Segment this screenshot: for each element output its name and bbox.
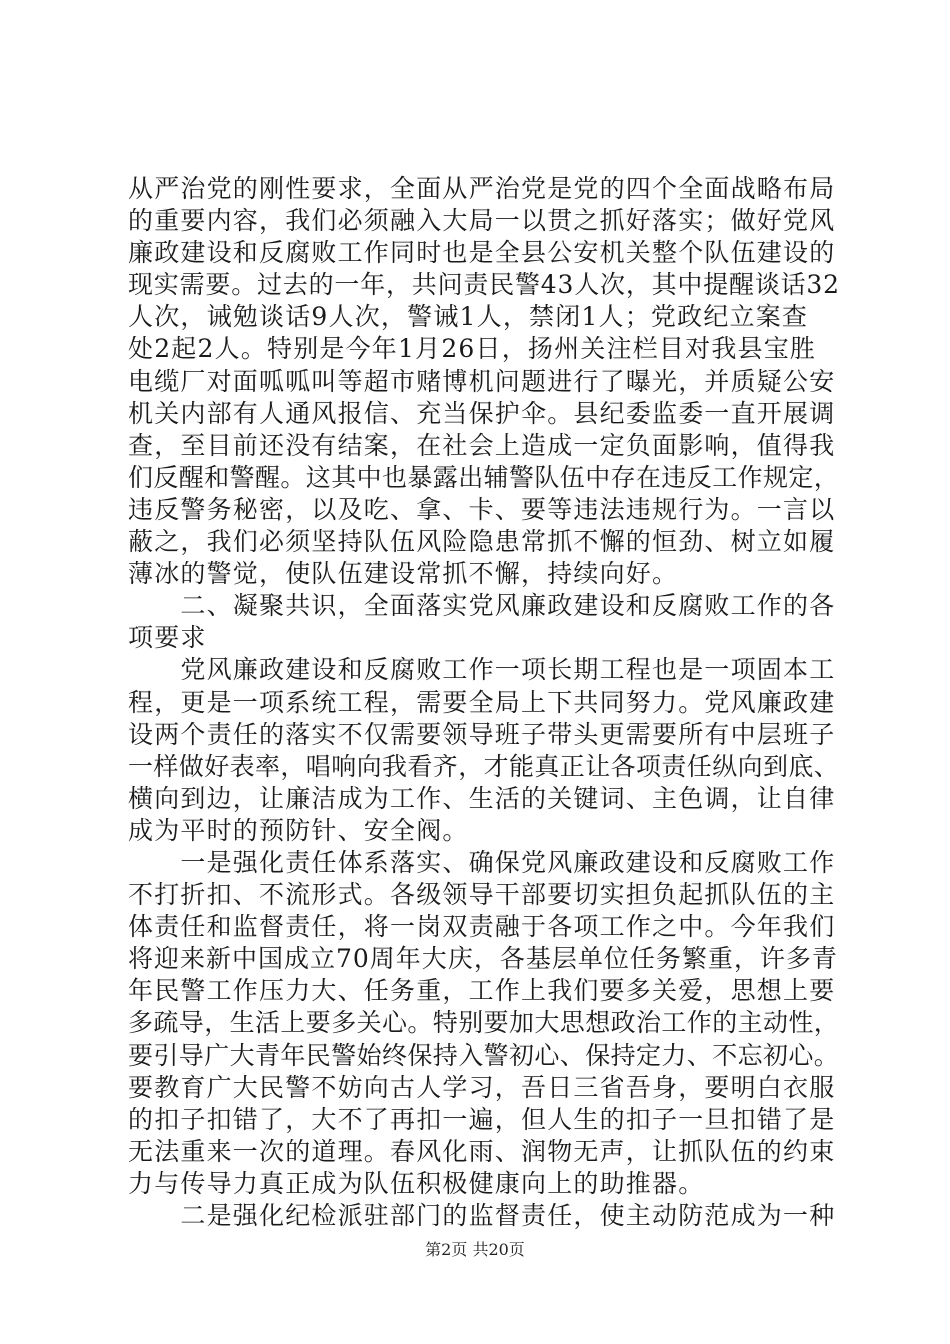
text-line: 年民警工作压力大、任务重，工作上我们要多关爱，思想上要	[128, 976, 836, 1006]
text-line: 力与传导力真正成为队伍积极健康向上的助推器。	[128, 1168, 705, 1198]
text-line: 设两个责任的落实不仅需要领导班子带头更需要所有中层班子	[128, 719, 836, 749]
text-line: 们反醒和警醒。这其中也暴露出辅警队伍中存在违反工作规定，	[128, 462, 840, 492]
text-line: 查，至目前还没有结案，在社会上造成一定负面影响，值得我	[128, 430, 836, 460]
text-line: 机关内部有人通风报信、充当保护伞。县纪委监委一直开展调	[128, 398, 836, 428]
text-line: 成为平时的预防针、安全阀。	[128, 815, 469, 845]
text-line: 党风廉政建设和反腐败工作一项长期工程也是一项固本工	[128, 655, 836, 685]
text-line: 将迎来新中国成立70周年大庆，各基层单位任务繁重，许多青	[128, 944, 838, 974]
text-line: 现实需要。过去的一年，共问责民警43人次，其中提醒谈话32	[128, 270, 840, 300]
text-line: 不打折扣、不流形式。各级领导干部要切实担负起抓队伍的主	[128, 880, 836, 910]
text-line: 体责任和监督责任，将一岗双责融于各项工作之中。今年我们	[128, 912, 836, 942]
text-line: 处2起2人。特别是今年1月26日，扬州关注栏目对我县宝胜	[128, 334, 817, 364]
body-text	[128, 173, 840, 1232]
text-line: 的扣子扣错了，大不了再扣一遍，但人生的扣子一旦扣错了是	[128, 1104, 836, 1134]
text-line: 廉政建设和反腐败工作同时也是全县公安机关整个队伍建设的	[128, 238, 836, 268]
text-line: 要教育广大民警不妨向古人学习，吾日三省吾身，要明白衣服	[128, 1072, 836, 1102]
text-line: 的重要内容，我们必须融入大局一以贯之抓好落实；做好党风	[128, 206, 836, 236]
text-line: 人次，诫勉谈话9人次，警诫1人，禁闭1人；党政纪立案查	[128, 302, 809, 332]
text-line: 程，更是一项系统工程，需要全局上下共同努力。党风廉政建	[128, 687, 836, 717]
text-line: 二、凝聚共识，全面落实党风廉政建设和反腐败工作的各	[128, 591, 836, 621]
text-line: 要引导广大青年民警始终保持入警初心、保持定力、不忘初心。	[128, 1040, 840, 1070]
text-line: 一样做好表率，唱响向我看齐，才能真正让各项责任纵向到底、	[128, 751, 840, 781]
page-footer: 第2页 共20页	[425, 1240, 525, 1259]
text-line: 薄冰的警觉，使队伍建设常抓不懈，持续向好。	[128, 559, 679, 589]
text-line: 二是强化纪检派驻部门的监督责任，使主动防范成为一种	[128, 1201, 836, 1230]
text-line: 多疏导，生活上要多关心。特别要加大思想政治工作的主动性，	[128, 1008, 840, 1038]
text-line: 横向到边，让廉洁成为工作、生活的关键词、主色调，让自律	[128, 783, 836, 813]
text-line: 电缆厂对面呱呱叫等超市赌博机问题进行了曝光，并质疑公安	[128, 366, 836, 396]
text-line: 蔽之，我们必须坚持队伍风险隐患常抓不懈的恒劲、树立如履	[128, 527, 836, 557]
text-line: 从严治党的刚性要求，全面从严治党是党的四个全面战略布局	[128, 174, 836, 203]
text-line: 违反警务秘密，以及吃、拿、卡、要等违法违规行为。一言以	[128, 494, 836, 524]
text-line: 一是强化责任体系落实、确保党风廉政建设和反腐败工作	[128, 847, 836, 877]
text-line: 无法重来一次的道理。春风化雨、润物无声，让抓队伍的约束	[128, 1136, 836, 1166]
text-line: 项要求	[128, 623, 207, 653]
